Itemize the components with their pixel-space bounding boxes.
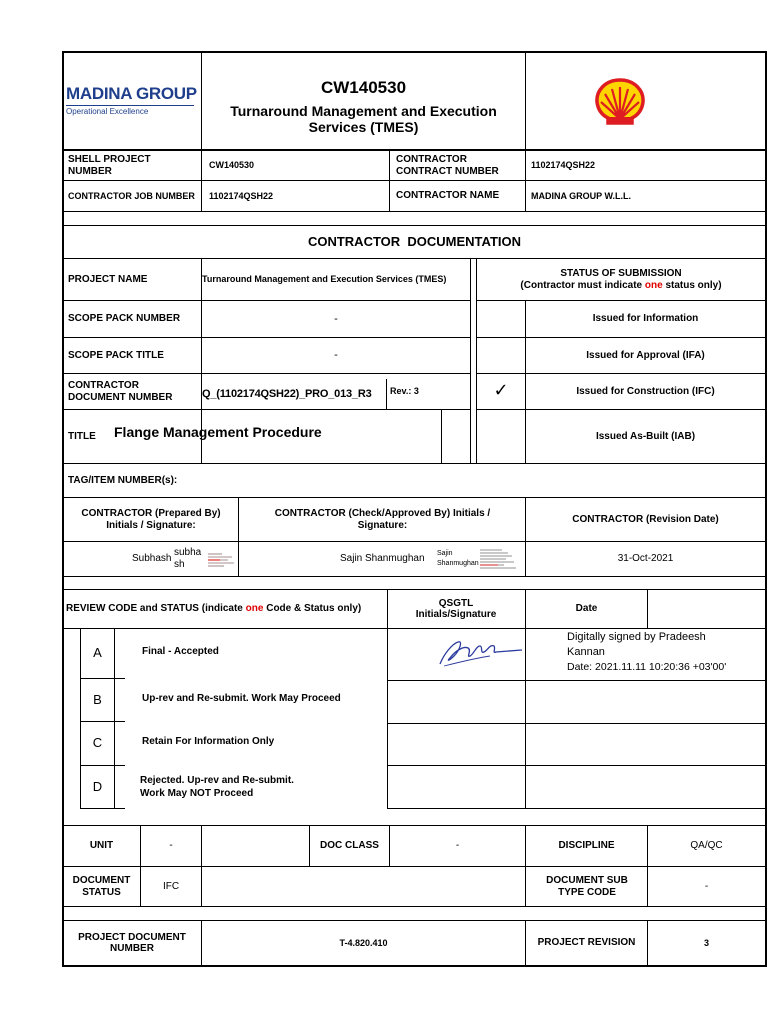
approved-by-digital-signature: Sajin Shanmughan <box>437 550 479 567</box>
review-code-a[interactable]: A <box>93 645 102 661</box>
status-issued-for-information[interactable]: Issued for Information <box>592 313 699 325</box>
prepared-by-label: CONTRACTOR (Prepared By) Initials / Signature: <box>81 508 221 531</box>
status-issued-for-construction[interactable]: Issued for Construction (IFC) <box>576 385 715 397</box>
revision-date: 31-Oct-2021 <box>617 553 674 565</box>
company-tagline: Operational Excellence <box>66 107 149 116</box>
review-code-d[interactable]: D <box>92 778 103 794</box>
status-header-note: (Contractor must indicate one status only) <box>520 279 722 291</box>
scope-pack-title-label: SCOPE PACK TITLE <box>68 349 164 361</box>
document-status-value: IFC <box>162 880 180 892</box>
contractor-document-number: Q_(1102174QSH22)_PRO_013_R3 <box>202 388 372 401</box>
unit-value: - <box>169 840 173 852</box>
scope-pack-number: - <box>334 312 338 325</box>
contractor-job-number-label: CONTRACTOR JOB NUMBER <box>68 190 195 201</box>
as-built-checkbox[interactable] <box>477 410 525 463</box>
project-revision-label: PROJECT REVISION <box>537 937 636 949</box>
discipline-value: QA/QC <box>690 840 723 852</box>
status-header-title: STATUS OF SUBMISSION <box>560 268 682 279</box>
contractor-job-number: 1102174QSH22 <box>209 190 274 201</box>
contractor-name-label: CONTRACTOR NAME <box>396 190 500 202</box>
review-code-header: REVIEW CODE and STATUS (indicate one Code & Status only) <box>66 603 362 615</box>
status-one-emphasis: one <box>644 279 663 291</box>
prepared-by-digital-signature: subha sh <box>174 547 202 570</box>
status-issued-for-approval[interactable]: Issued for Approval (IFA) <box>586 349 705 361</box>
approved-by-name: Sajin Shanmughan <box>340 553 425 565</box>
section-title: CONTRACTOR DOCUMENTATION <box>307 233 522 249</box>
contractor-contract-number: 1102174QSH22 <box>531 160 596 171</box>
review-code-d-text: Rejected. Up-rev and Re-submit. Work May NOT Proceed <box>140 775 294 799</box>
discipline-label: DISCIPLINE <box>558 840 615 852</box>
review-one-emphasis: one <box>245 603 264 615</box>
review-code-c[interactable]: C <box>92 735 103 751</box>
document-sub-type-label: DOCUMENT SUB TYPE CODE <box>546 875 628 898</box>
review-code-c-text: Retain For Information Only <box>142 736 275 748</box>
doc-class-label: DOC CLASS <box>320 840 379 852</box>
project-document-number-label: PROJECT DOCUMENT NUMBER <box>78 931 186 954</box>
document-title: Flange Management Procedure <box>114 423 322 440</box>
review-code-a-text: Final - Accepted <box>142 646 219 658</box>
approved-signature-stamp <box>478 547 520 571</box>
information-checkbox[interactable] <box>477 301 525 337</box>
contractor-document-number-label: CONTRACTOR DOCUMENT NUMBER <box>68 380 173 403</box>
contractor-contract-number-label: CONTRACTOR CONTRACT NUMBER <box>396 154 499 177</box>
ifc-checkbox[interactable]: ✓ <box>493 380 509 402</box>
contractor-name: MADINA GROUP W.L.L. <box>531 190 631 201</box>
prepared-signature-stamp <box>206 550 236 570</box>
digital-signature-note: Digitally signed by Pradeesh Kannan Date: 2021.11.11 10:20:36 +03'00' <box>567 631 727 673</box>
project-document-number: T-4.820.410 <box>339 937 388 948</box>
review-code-b-text: Up-rev and Re-submit. Work May Proceed <box>142 693 341 705</box>
project-revision-value: 3 <box>703 937 709 948</box>
document-status-label: DOCUMENT STATUS <box>72 875 131 898</box>
revision-number: Rev.: 3 <box>390 386 419 397</box>
approved-by-label: CONTRACTOR (Check/Approved By) Initials / Signature: <box>274 508 491 531</box>
scope-pack-number-label: SCOPE PACK NUMBER <box>68 313 181 325</box>
tag-item-number-label: TAG/ITEM NUMBER(s): <box>68 474 178 486</box>
project-name: Turnaround Management and Execution Services (TMES) <box>202 274 447 285</box>
document-sub-type-value: - <box>704 880 709 892</box>
qsgtl-signature-label: QSGTL Initials/Signature <box>415 597 497 620</box>
review-date-label: Date <box>575 603 598 615</box>
doc-code: CW140530 <box>320 78 407 98</box>
status-issued-as-built[interactable]: Issued As-Built (IAB) <box>595 430 696 442</box>
review-code-b[interactable]: B <box>93 691 102 707</box>
shell-project-number: CW140530 <box>209 160 255 171</box>
revision-date-label: CONTRACTOR (Revision Date) <box>572 513 719 525</box>
project-title: Turnaround Management and Execution Services (TMES) <box>230 102 497 135</box>
company-name: MADINA GROUP <box>66 84 197 103</box>
title-label: TITLE <box>68 430 96 442</box>
project-name-label: PROJECT NAME <box>68 273 148 285</box>
status-header <box>477 259 765 300</box>
prepared-by-name: Subhash <box>132 553 172 565</box>
shell-logo-icon <box>593 77 647 129</box>
company-logo <box>66 84 198 124</box>
shell-project-number-label: SHELL PROJECT NUMBER <box>68 154 151 177</box>
scope-pack-title: - <box>334 349 338 362</box>
qsgtl-handwritten-signature <box>430 636 526 670</box>
doc-class-value: - <box>455 840 460 852</box>
unit-label: UNIT <box>89 840 114 852</box>
approval-checkbox[interactable] <box>477 338 525 373</box>
